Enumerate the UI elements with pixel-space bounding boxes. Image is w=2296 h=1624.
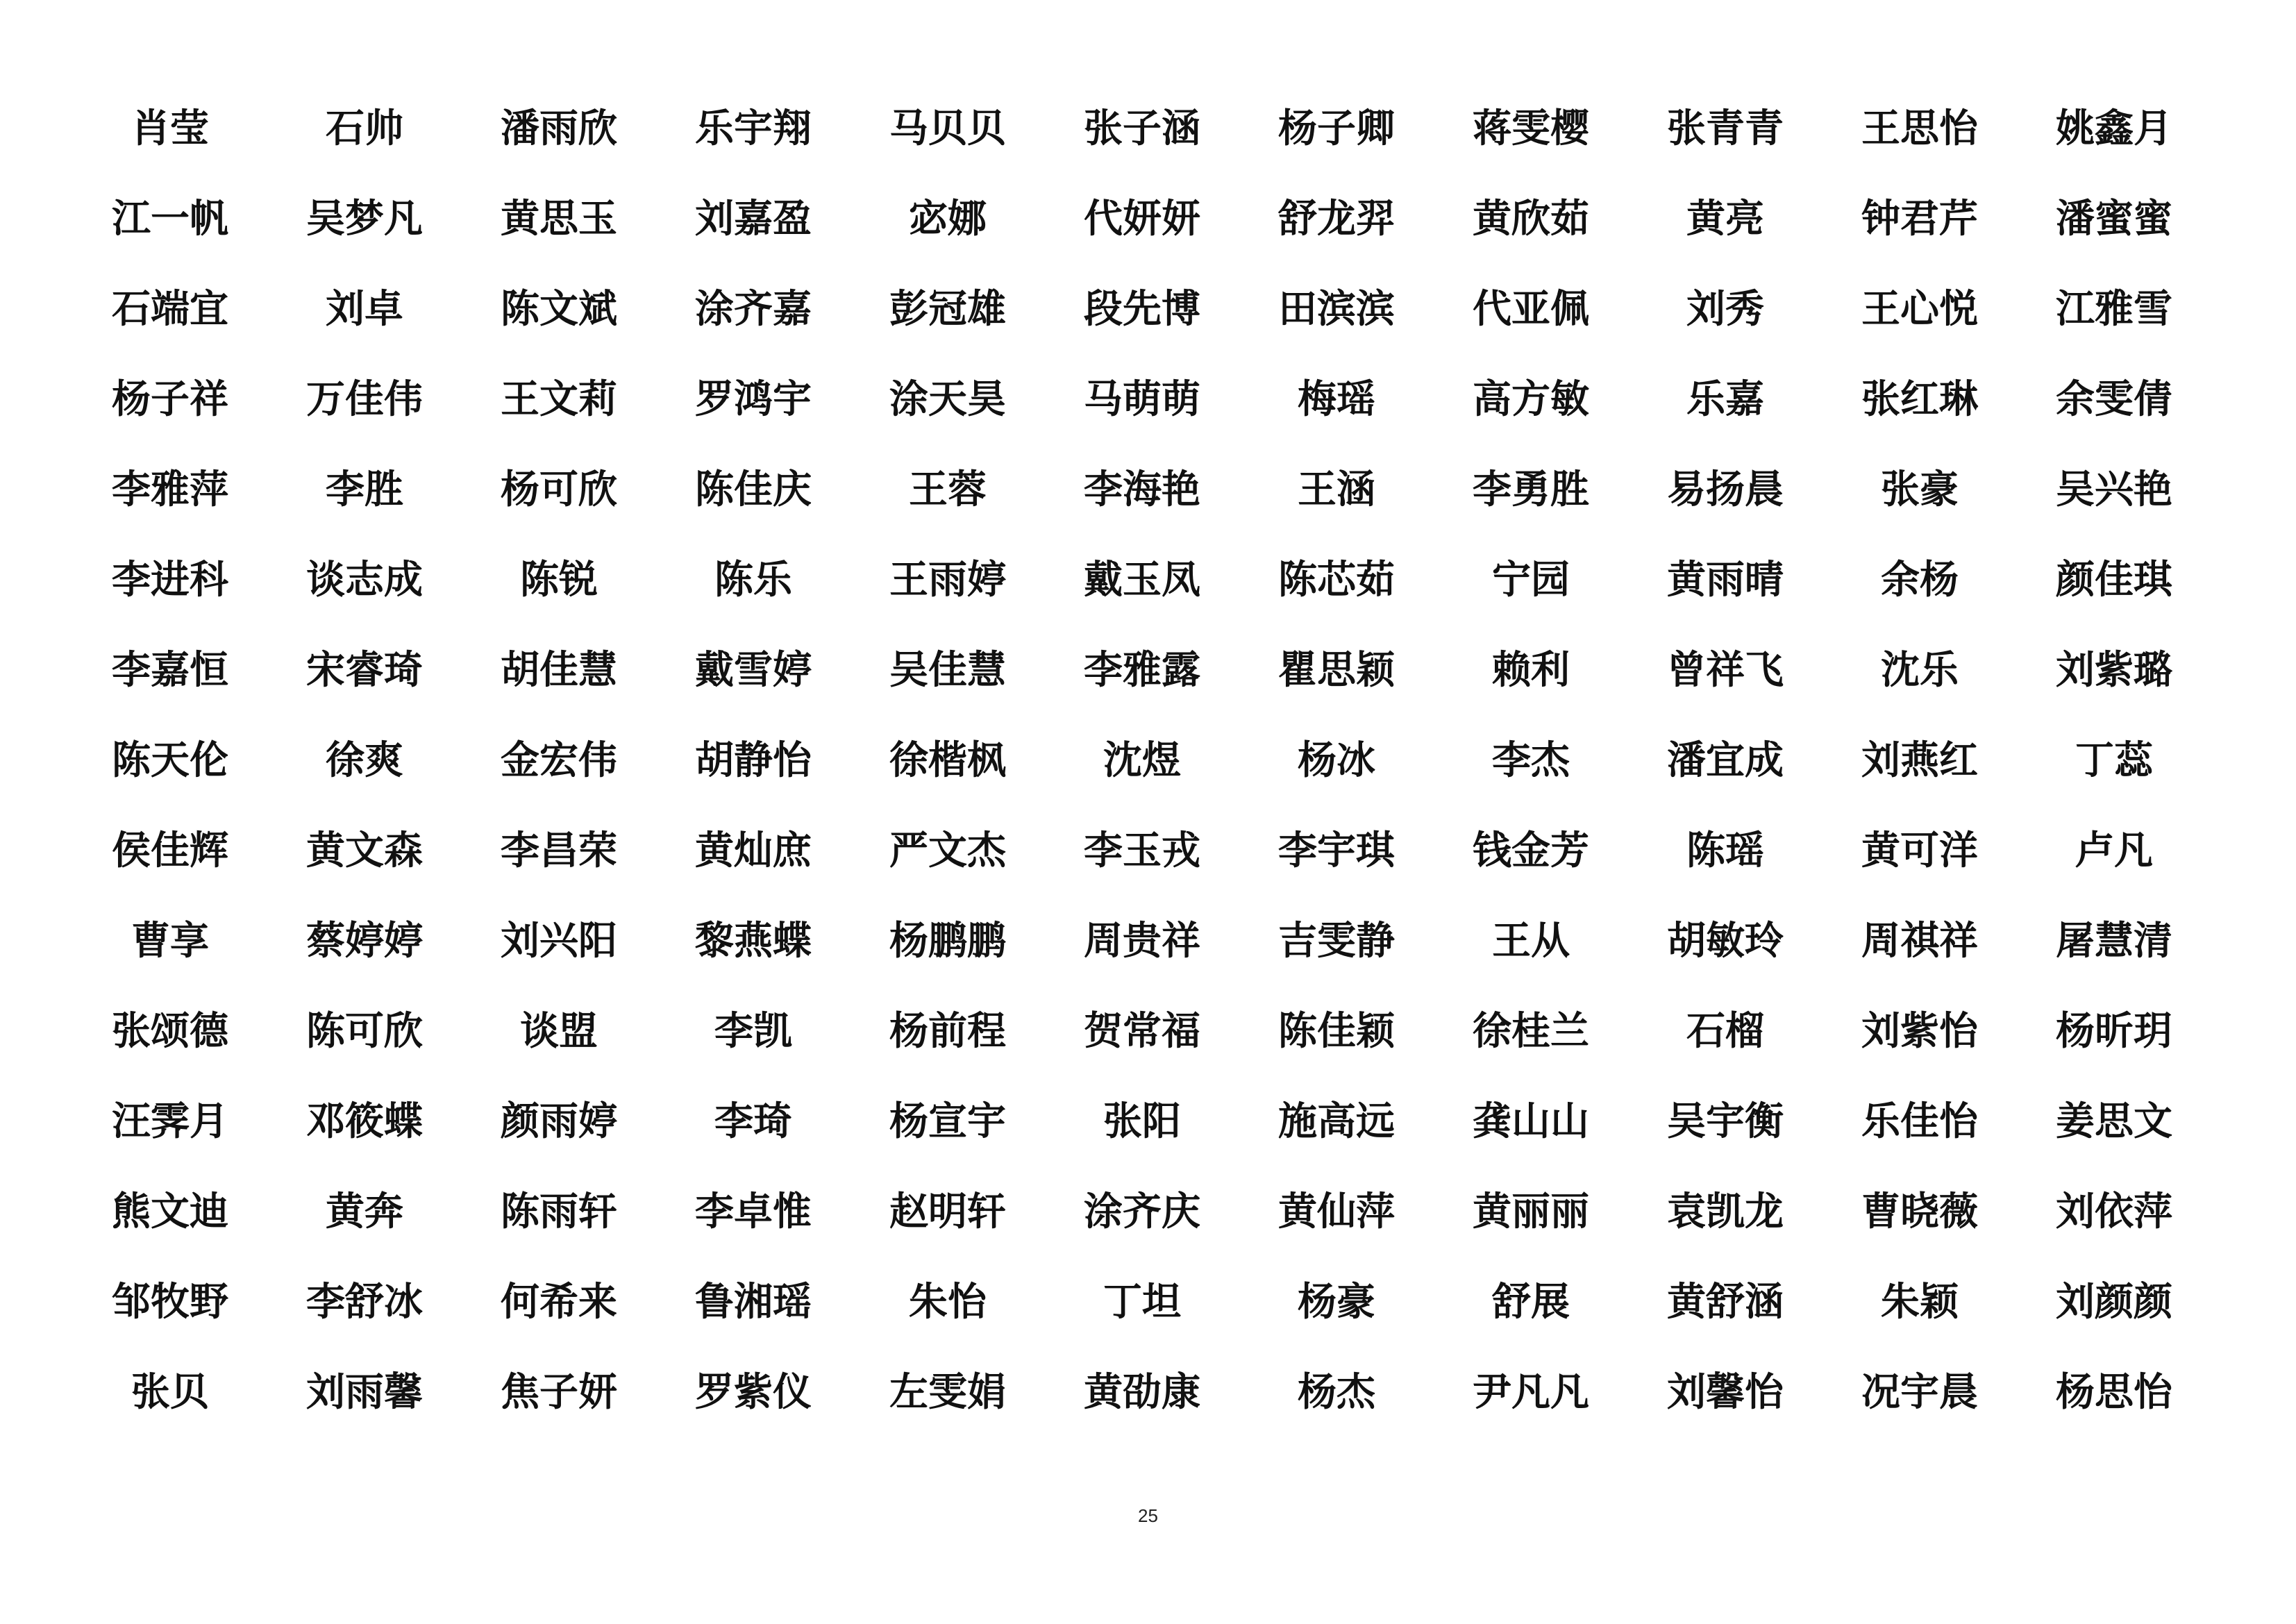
- name-cell: 徐爽: [326, 737, 403, 783]
- name-cell: 黄仙萍: [1278, 1189, 1395, 1234]
- name-cell: 卢凡: [2075, 828, 2153, 873]
- name-cell: 姜思文: [2056, 1098, 2172, 1144]
- name-cell: 李勇胜: [1473, 467, 1589, 512]
- name-cell: 潘宜成: [1667, 737, 1784, 783]
- name-cell: 陈佳庆: [695, 467, 812, 512]
- name-cell: 朱颖: [1881, 1279, 1959, 1325]
- name-cell: 黄灿庶: [695, 828, 812, 873]
- name-cell: 吴宇衡: [1667, 1098, 1784, 1144]
- name-cell: 杨前程: [889, 1008, 1006, 1054]
- name-cell: 周祺祥: [1861, 918, 1978, 964]
- name-cell: 余杨: [1881, 557, 1959, 603]
- name-cell: 赖利: [1492, 647, 1570, 693]
- name-cell: 刘颜颜: [2056, 1279, 2172, 1325]
- name-cell: 张颂德: [112, 1008, 228, 1054]
- name-cell: 宁园: [1492, 557, 1570, 603]
- name-cell: 颜雨婷: [501, 1098, 617, 1144]
- name-cell: 丁坦: [1103, 1279, 1181, 1325]
- name-cell: 杨子祥: [112, 376, 228, 422]
- name-cell: 杨可欣: [501, 467, 617, 512]
- name-cell: 刘雨馨: [306, 1369, 423, 1415]
- name-cell: 谈志成: [306, 557, 423, 603]
- name-cell: 彭冠雄: [889, 286, 1006, 332]
- name-cell: 张豪: [1881, 467, 1959, 512]
- name-cell: 杨宣宇: [889, 1098, 1006, 1144]
- name-cell: 杨子卿: [1278, 106, 1395, 151]
- name-cell: 汪霁月: [112, 1098, 228, 1144]
- name-cell: 万佳伟: [306, 376, 423, 422]
- name-cell: 陈佳颖: [1278, 1008, 1395, 1054]
- name-cell: 颜佳琪: [2056, 557, 2172, 603]
- name-cell: 易扬晨: [1667, 467, 1784, 512]
- name-cell: 李宇琪: [1278, 828, 1395, 873]
- name-cell: 侯佳辉: [112, 828, 228, 873]
- name-cell: 李凯: [714, 1008, 792, 1054]
- name-cell: 杨鹏鹏: [889, 918, 1006, 964]
- name-cell: 涂齐庆: [1084, 1189, 1200, 1234]
- name-cell: 高方敏: [1473, 376, 1589, 422]
- name-cell: 钱金芳: [1473, 828, 1589, 873]
- name-cell: 江雅雪: [2056, 286, 2172, 332]
- name-cell: 陈天伦: [112, 737, 228, 783]
- name-cell: 黄欣茹: [1473, 196, 1589, 242]
- name-cell: 蒋雯樱: [1473, 106, 1589, 151]
- name-cell: 田滨滨: [1278, 286, 1395, 332]
- name-cell: 严文杰: [889, 828, 1006, 873]
- name-cell: 黄可洋: [1861, 828, 1978, 873]
- name-cell: 乐宇翔: [695, 106, 812, 151]
- name-cell: 黎燕蝶: [695, 918, 812, 964]
- name-cell: 王文莉: [501, 376, 617, 422]
- name-cell: 李雅露: [1084, 647, 1200, 693]
- name-cell: 姚鑫月: [2056, 106, 2172, 151]
- name-cell: 鲁湘瑶: [695, 1279, 812, 1325]
- name-cell: 杨思怡: [2056, 1369, 2172, 1415]
- name-cell: 石端宜: [112, 286, 228, 332]
- name-cell: 张阳: [1103, 1098, 1181, 1144]
- name-cell: 王从: [1492, 918, 1570, 964]
- name-cell: 瞿思颖: [1278, 647, 1395, 693]
- name-cell: 江一帆: [112, 196, 228, 242]
- name-cell: 罗鸿宇: [695, 376, 812, 422]
- name-cell: 宓娜: [909, 196, 987, 242]
- name-cell: 蔡婷婷: [306, 918, 423, 964]
- name-cell: 刘燕红: [1861, 737, 1978, 783]
- name-cell: 曹晓薇: [1861, 1189, 1978, 1234]
- name-cell: 石帅: [326, 106, 403, 151]
- name-cell: 梅瑶: [1298, 376, 1375, 422]
- name-cell: 屠慧清: [2056, 918, 2172, 964]
- name-cell: 李玉戎: [1084, 828, 1200, 873]
- name-cell: 罗紫仪: [695, 1369, 812, 1415]
- name-cell: 刘紫璐: [2056, 647, 2172, 693]
- name-cell: 代亚佩: [1473, 286, 1589, 332]
- name-cell: 陈雨轩: [501, 1189, 617, 1234]
- name-cell: 谈盟: [520, 1008, 598, 1054]
- name-cell: 代妍妍: [1084, 196, 1200, 242]
- name-cell: 刘依萍: [2056, 1189, 2172, 1234]
- name-cell: 刘卓: [326, 286, 403, 332]
- name-cell: 乐嘉: [1686, 376, 1764, 422]
- name-cell: 李舒冰: [306, 1279, 423, 1325]
- name-cell: 施高远: [1278, 1098, 1395, 1144]
- name-cell: 龚山山: [1473, 1098, 1589, 1144]
- name-cell: 黄丽丽: [1473, 1189, 1589, 1234]
- name-cell: 乐佳怡: [1861, 1098, 1978, 1144]
- name-cell: 陈乐: [714, 557, 792, 603]
- name-cell: 沈乐: [1881, 647, 1959, 693]
- name-cell: 涂齐嘉: [695, 286, 812, 332]
- name-cell: 李胜: [326, 467, 403, 512]
- name-cell: 戴雪婷: [695, 647, 812, 693]
- name-cell: 熊文迪: [112, 1189, 228, 1234]
- name-cell: 肖莹: [131, 106, 209, 151]
- name-cell: 左雯娟: [889, 1369, 1006, 1415]
- name-cell: 沈煜: [1103, 737, 1181, 783]
- name-cell: 黄雨晴: [1667, 557, 1784, 603]
- name-cell: 杨杰: [1298, 1369, 1375, 1415]
- name-cell: 刘秀: [1686, 286, 1764, 332]
- name-cell: 吴兴艳: [2056, 467, 2172, 512]
- name-cell: 张红琳: [1861, 376, 1978, 422]
- name-cell: 张青青: [1667, 106, 1784, 151]
- name-cell: 张子涵: [1084, 106, 1200, 151]
- name-cell: 刘嘉盈: [695, 196, 812, 242]
- name-cell: 李昌荣: [501, 828, 617, 873]
- name-cell: 吴佳慧: [889, 647, 1006, 693]
- name-cell: 王心悦: [1861, 286, 1978, 332]
- name-cell: 刘兴阳: [501, 918, 617, 964]
- name-cell: 石榴: [1686, 1008, 1764, 1054]
- name-cell: 曹享: [131, 918, 209, 964]
- name-cell: 袁凯龙: [1667, 1189, 1784, 1234]
- name-cell: 贺常福: [1084, 1008, 1200, 1054]
- name-cell: 舒龙羿: [1278, 196, 1395, 242]
- name-cell: 胡静怡: [695, 737, 812, 783]
- name-cell: 陈锐: [520, 557, 598, 603]
- name-cell: 李琦: [714, 1098, 792, 1144]
- name-cell: 王思怡: [1861, 106, 1978, 151]
- name-cell: 黄思玉: [501, 196, 617, 242]
- name-cell: 况宇晨: [1861, 1369, 1978, 1415]
- name-cell: 马贝贝: [889, 106, 1006, 151]
- name-cell: 王雨婷: [889, 557, 1006, 603]
- name-cell: 朱怡: [909, 1279, 987, 1325]
- name-cell: 徐楷枫: [889, 737, 1006, 783]
- name-cell: 黄亮: [1686, 196, 1764, 242]
- name-cell: 吴梦凡: [306, 196, 423, 242]
- name-cell: 徐桂兰: [1473, 1008, 1589, 1054]
- name-cell: 邓筱蝶: [306, 1098, 423, 1144]
- name-cell: 刘馨怡: [1667, 1369, 1784, 1415]
- name-cell: 王蓉: [909, 467, 987, 512]
- name-cell: 段先博: [1084, 286, 1200, 332]
- name-cell: 陈瑶: [1686, 828, 1764, 873]
- name-cell: 赵明轩: [889, 1189, 1006, 1234]
- name-cell: 周贵祥: [1084, 918, 1200, 964]
- name-cell: 杨昕玥: [2056, 1008, 2172, 1054]
- name-cell: 黄奔: [326, 1189, 403, 1234]
- name-cell: 李杰: [1492, 737, 1570, 783]
- name-cell: 余雯倩: [2056, 376, 2172, 422]
- name-cell: 潘蜜蜜: [2056, 196, 2172, 242]
- name-cell: 陈可欣: [306, 1008, 423, 1054]
- name-cell: 尹凡凡: [1473, 1369, 1589, 1415]
- name-cell: 陈文斌: [501, 286, 617, 332]
- name-cell: 舒展: [1492, 1279, 1570, 1325]
- name-cell: 李海艳: [1084, 467, 1200, 512]
- name-cell: 黄劭康: [1084, 1369, 1200, 1415]
- name-cell: 胡敏玲: [1667, 918, 1784, 964]
- name-grid: [73, 83, 2211, 1437]
- name-cell: 李嘉恒: [112, 647, 228, 693]
- name-cell: 张贝: [131, 1369, 209, 1415]
- page-number: 25: [1138, 1505, 1158, 1526]
- name-cell: 吉雯静: [1278, 918, 1395, 964]
- name-cell: 陈芯茹: [1278, 557, 1395, 603]
- name-cell: 李卓惟: [695, 1189, 812, 1234]
- name-cell: 王涵: [1298, 467, 1375, 512]
- name-cell: 邹牧野: [112, 1279, 228, 1325]
- name-cell: 刘紫怡: [1861, 1008, 1978, 1054]
- name-cell: 宋睿琦: [306, 647, 423, 693]
- name-cell: 黄文森: [306, 828, 423, 873]
- name-cell: 李雅萍: [112, 467, 228, 512]
- name-cell: 黄舒涵: [1667, 1279, 1784, 1325]
- name-cell: 潘雨欣: [501, 106, 617, 151]
- name-cell: 焦子妍: [501, 1369, 617, 1415]
- name-cell: 胡佳慧: [501, 647, 617, 693]
- name-cell: 丁蕊: [2075, 737, 2153, 783]
- name-cell: 金宏伟: [501, 737, 617, 783]
- name-cell: 李进科: [112, 557, 228, 603]
- name-cell: 钟君芹: [1861, 196, 1978, 242]
- name-cell: 戴玉凤: [1084, 557, 1200, 603]
- name-cell: 何希来: [501, 1279, 617, 1325]
- name-cell: 涂天昊: [889, 376, 1006, 422]
- name-cell: 杨豪: [1298, 1279, 1375, 1325]
- name-cell: 曾祥飞: [1667, 647, 1784, 693]
- name-cell: 马萌萌: [1084, 376, 1200, 422]
- name-cell: 杨冰: [1298, 737, 1375, 783]
